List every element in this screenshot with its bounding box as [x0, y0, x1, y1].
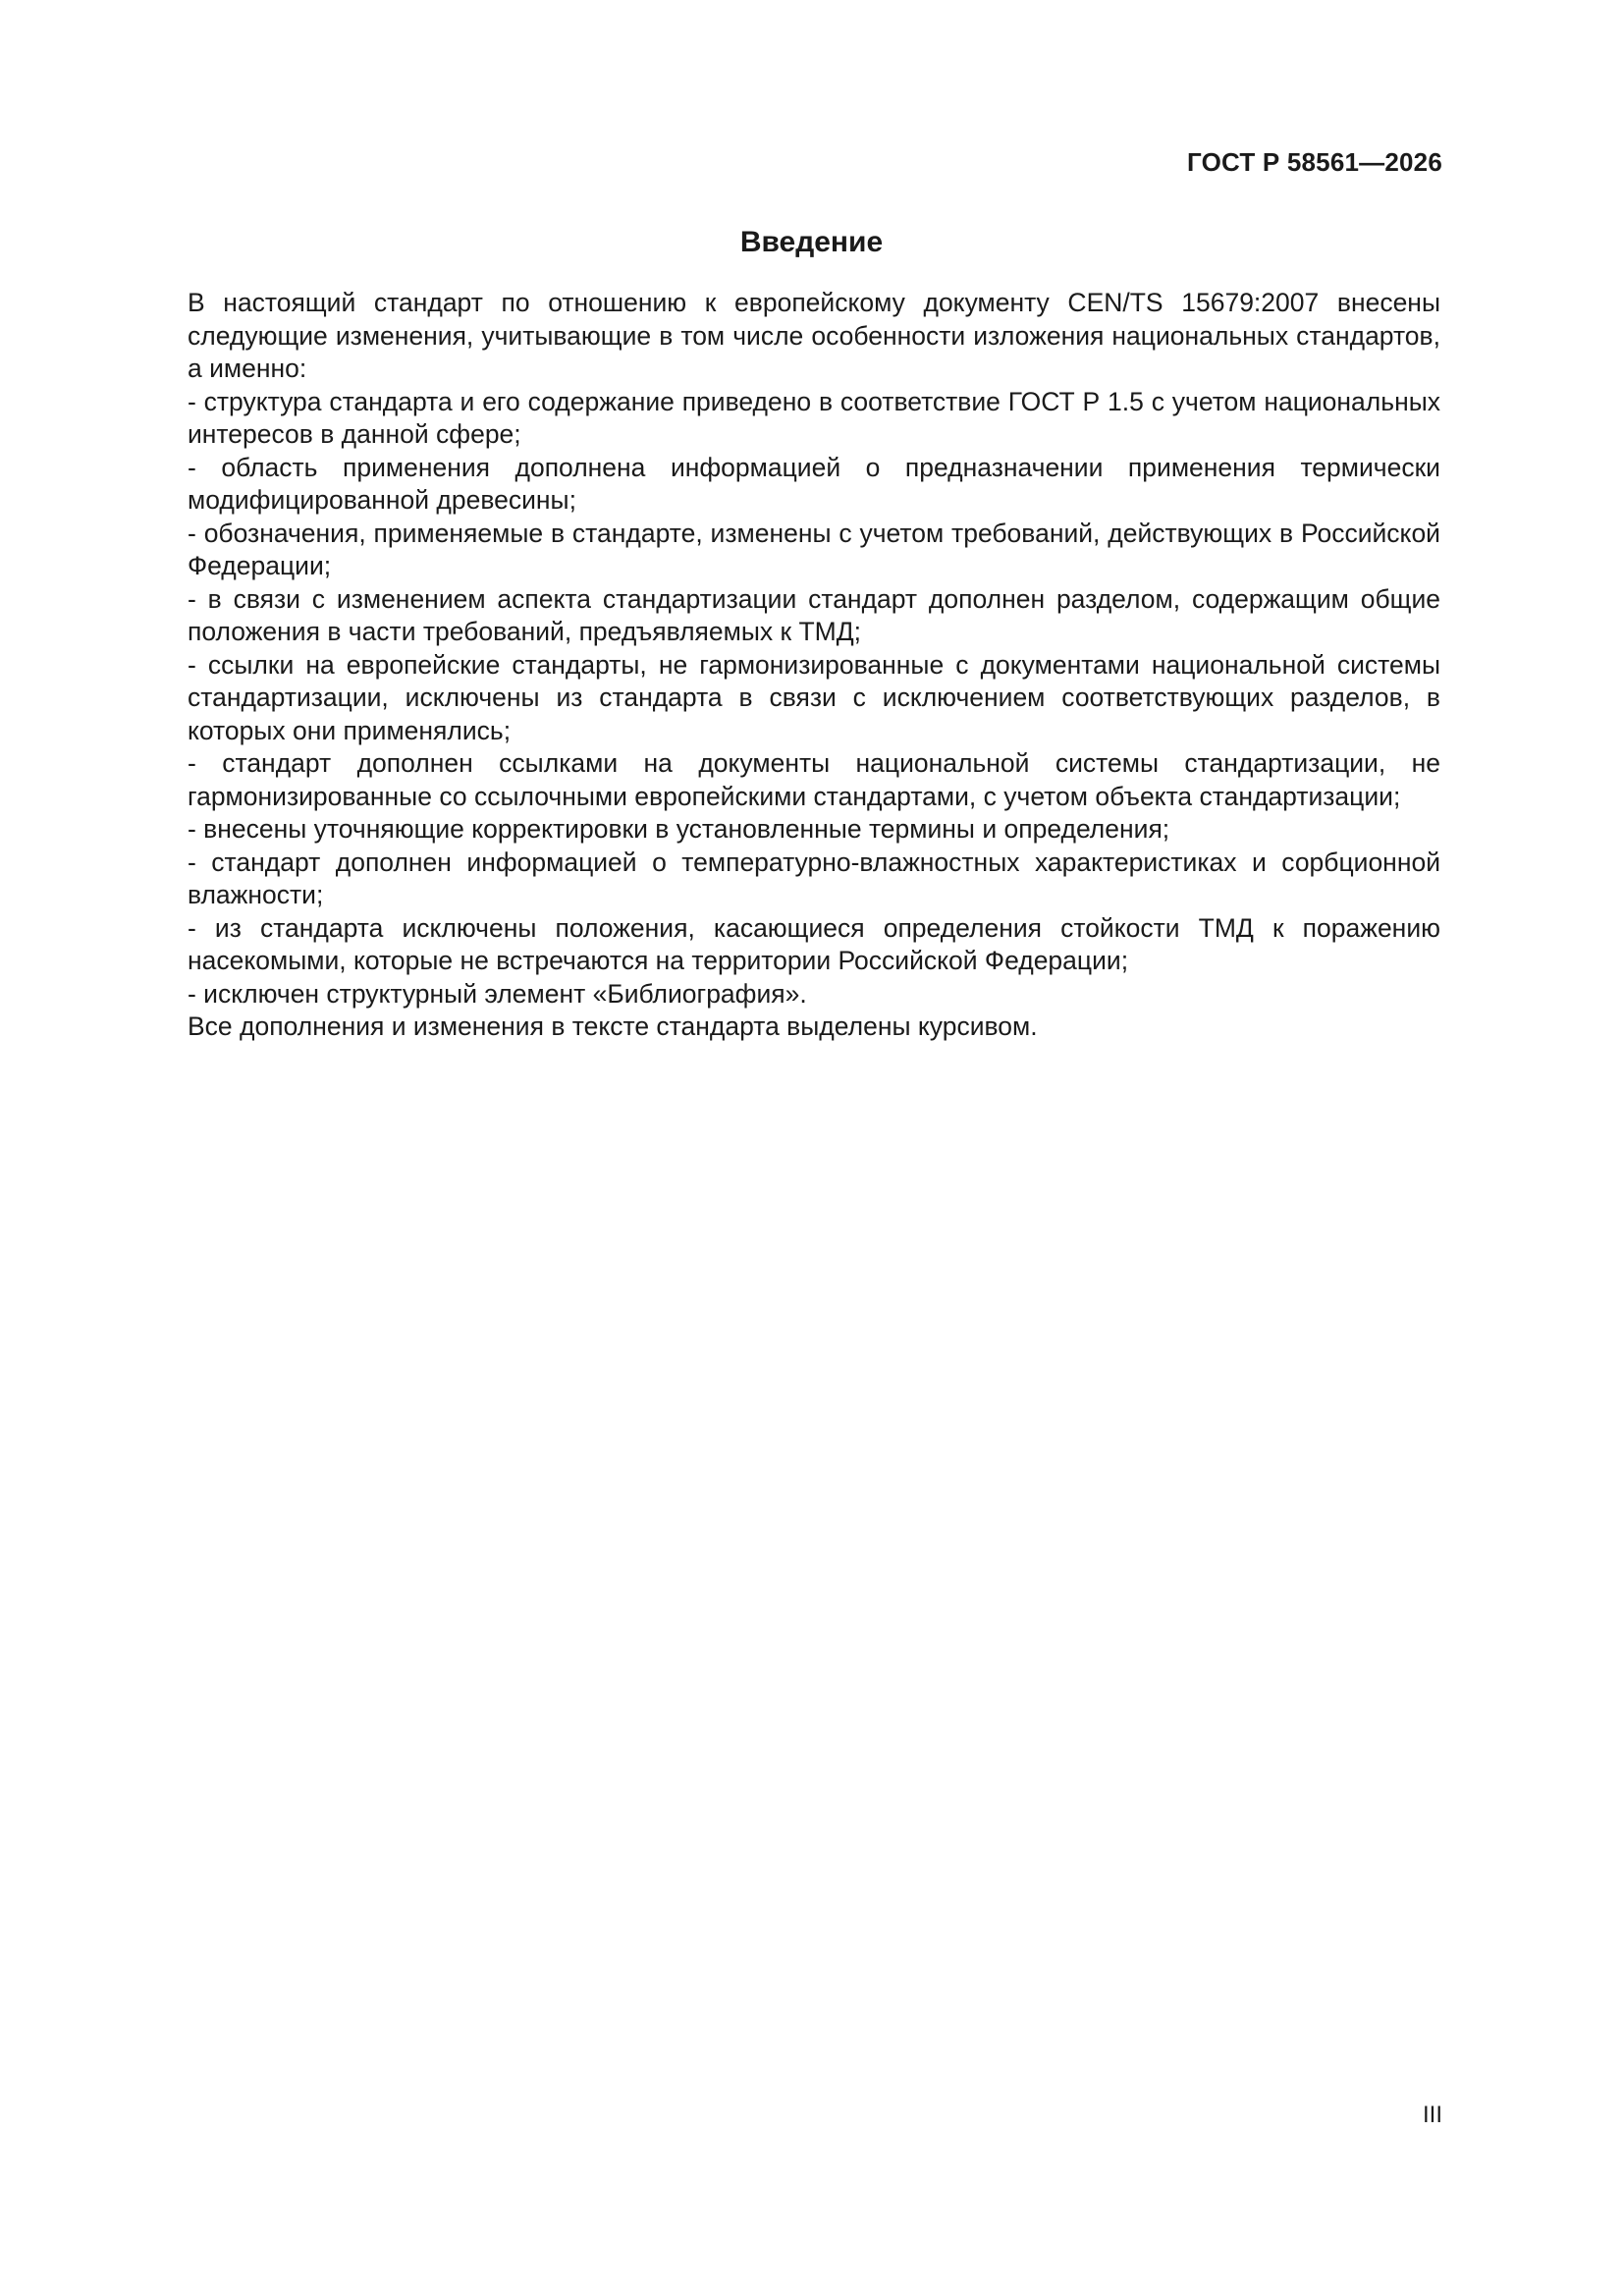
document-code: ГОСТ Р 58561—2026 — [1187, 147, 1442, 177]
list-item: - внесены уточняющие корректировки в установленные термины и определения; — [188, 814, 1170, 844]
page-number: III — [1422, 2102, 1442, 2128]
list-item: - стандарт дополнен ссылками на документы национальной системы стандартизации, не гармонизированные со ссылочными европейскими стандартами, с учетом объекта стандартизации; — [188, 748, 1440, 811]
section-title: Введение — [739, 226, 884, 258]
body-text — [188, 287, 1440, 1044]
list-item: - исключен структурный элемент «Библиография». — [188, 978, 807, 1009]
list-item: - структура стандарта и его содержание приведено в соответствие ГОСТ Р 1.5 с учетом национальных интересов в данной сфере; — [188, 386, 1440, 449]
list-item: - стандарт дополнен информацией о температурно-влажностных характеристиках и сорбционной влажности; — [188, 847, 1440, 909]
paragraph-intro: В настоящий стандарт по отношению к европейскому документу CEN/TS 15679:2007 внесены следующие изменения, учитывающие в том числе особенности изложения национальных стандартов, а именно: — [188, 288, 1440, 383]
list-item: - из стандарта исключены положения, касающиеся определения стойкости ТМД к поражению насекомыми, которые не встречаются на территории Российской Федерации; — [188, 912, 1440, 975]
paragraph-closing: Все дополнения и изменения в тексте стандарта выделены курсивом. — [188, 1011, 1038, 1041]
list-item: - ссылки на европейские стандарты, не гармонизированные с документами национальной системы стандартизации, исключены из стандарта в связи с исключением соответствующих разделов, в которых они применялись; — [188, 649, 1440, 745]
list-item: - обозначения, применяемые в стандарте, изменены с учетом требований, действующих в Российской Федерации; — [188, 518, 1440, 580]
list-item: - в связи с изменением аспекта стандартизации стандарт дополнен разделом, содержащим общие положения в части требований, предъявляемых к ТМД; — [188, 583, 1440, 646]
list-item: - область применения дополнена информацией о предназначении применения термически модифицированной древесины; — [188, 452, 1440, 515]
